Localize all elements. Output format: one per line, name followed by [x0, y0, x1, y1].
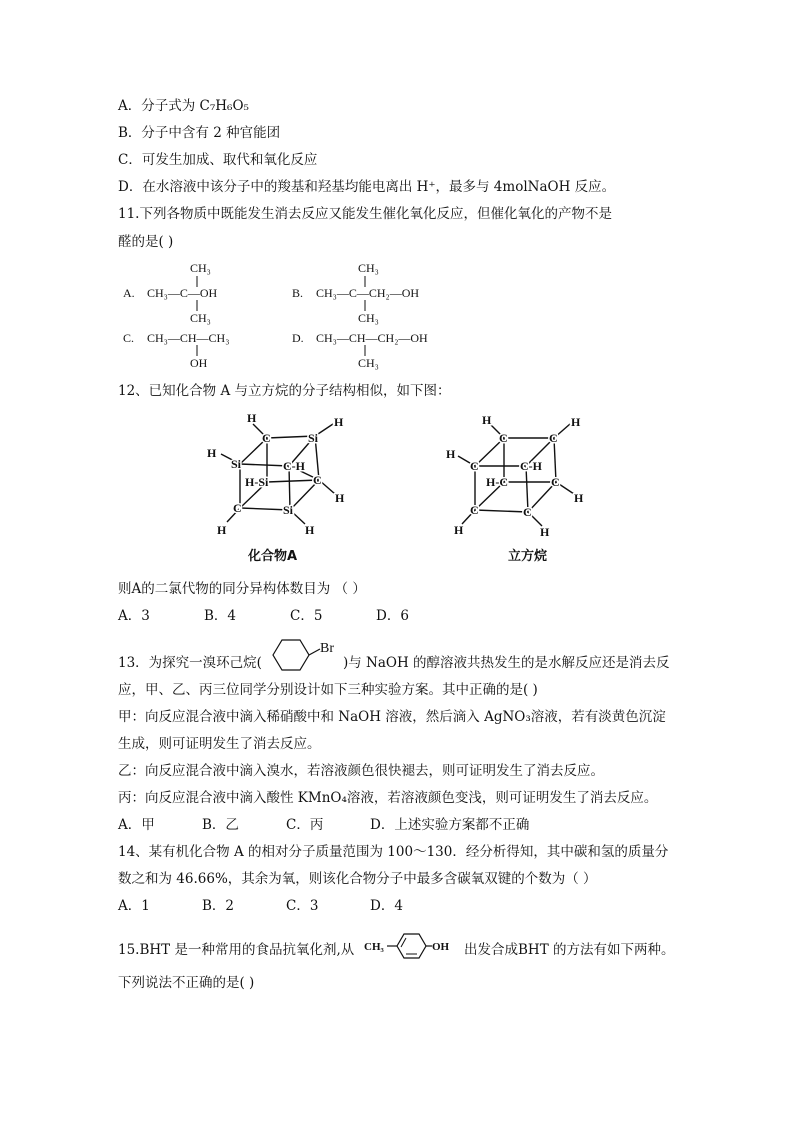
cubane-atom-c: C: [470, 503, 479, 517]
hydroxyl-label: OH: [432, 941, 450, 953]
compound-a-atom-h: H: [217, 523, 227, 537]
q11-a-label: A.: [123, 286, 135, 300]
q13-option-c: C．丙: [286, 817, 324, 833]
cubane-atom-h: H: [571, 415, 581, 429]
q14-option-b: B．2: [202, 898, 235, 914]
q13-option-b: B．乙: [202, 817, 239, 833]
q10-option-c: C．可发生加成、取代和氧化反应: [118, 152, 318, 168]
q12-option-d: D．6: [376, 608, 409, 624]
cubane-caption: 立方烷: [508, 549, 548, 564]
cubane-atom-h-c: H-C: [486, 475, 508, 489]
cubane-atom-c: C: [551, 475, 560, 489]
bromine-label: Br: [320, 641, 334, 656]
q15-stem-line1-part2: 出发合成BHT 的方法有如下两种。: [464, 942, 675, 958]
q11-c-bottom-group: OH: [190, 356, 208, 370]
q11-a-bottom-group: CH₃: [190, 311, 211, 325]
cubane-atom-h: H: [574, 491, 584, 505]
compound-a-atom-h-si: H-Si: [245, 475, 269, 489]
q12-options: [118, 607, 409, 625]
q13-plan-jia-line1: 甲：向反应混合液中滴入稀硝酸中和 NaOH 溶液，然后滴入 AgNO₃溶液，若有淡黄色沉淀: [118, 709, 666, 725]
q11-stem-line1: 11.下列各物质中既能发生消去反应又能发生催化氧化反应，但催化氧化的产物不是: [118, 206, 612, 222]
q13-option-d: D．上述实验方案都不正确: [370, 817, 530, 833]
q14-option-a: A．1: [118, 898, 150, 914]
q12-option-a: A．3: [118, 608, 150, 624]
q13-options: [118, 816, 529, 834]
cubane-atom-h: H: [482, 413, 492, 427]
q11-stem-line2: 醛的是( ): [118, 234, 174, 250]
q12-stem: 12、已知化合物 A 与立方烷的分子结构相似，如下图：: [118, 383, 451, 399]
q11-d-label: D.: [292, 331, 304, 345]
q14-stem-line2: 数之和为 46.66%，其余为氧，则该化合物分子中最多含碳氧双键的个数为（ ）: [118, 871, 597, 887]
compound-a-atom-si: Si: [283, 503, 294, 517]
q11-d-bottom-group: CH₃: [358, 356, 379, 370]
q11-d-main-chain: CH₃—CH—CH₂—OH: [316, 331, 428, 345]
cubane-atom-h: H: [454, 523, 464, 537]
q11-b-top-group: CH₃: [358, 261, 379, 275]
q14-option-d: D．4: [370, 898, 403, 914]
cubane-atom-c-h: C-H: [520, 459, 542, 473]
q12-option-c: C．5: [290, 608, 323, 624]
compound-a-atom-h: H: [335, 491, 345, 505]
q11-b-main-chain: CH₃—C—CH₂—OH: [316, 286, 420, 300]
q11-c-main-chain: CH₃—CH—CH₃: [147, 331, 230, 345]
cubane-atom-h: H: [540, 525, 550, 539]
q10-option-a: A．分子式为 C₇H₆O₅: [118, 98, 249, 114]
compound-a-atom-c: C: [262, 431, 271, 445]
q14-stem-line1: 14、某有机化合物 A 的相对分子质量范围为 100～130．经分析得知，其中碳和氢的质量分: [118, 844, 669, 860]
q15-stem-line1-part1: 15.BHT 是一种常用的食品抗氧化剂,从: [118, 942, 355, 958]
q10-option-d: D．在水溶液中该分子中的羧基和羟基均能电离出 H⁺，最多与 4molNaOH 反应。: [118, 179, 616, 195]
q14-options: [118, 897, 403, 915]
compound-a-atom-h: H: [247, 411, 257, 425]
cubane-atom-c: C: [523, 505, 532, 519]
q11-b-bottom-group: CH₃: [358, 311, 379, 325]
compound-a-atom-h: H: [207, 446, 217, 460]
compound-a-atom-c: C: [233, 501, 242, 515]
compound-a-diagram: [195, 410, 375, 545]
q13-plan-yi: 乙：向反应混合液中滴入溴水，若溶液颜色很快褪去，则可证明发生了消去反应。: [118, 763, 604, 779]
compound-a-atom-si: Si: [231, 457, 242, 471]
cubane-atom-c: C: [470, 459, 479, 473]
compound-a-atom-h: H: [305, 523, 315, 537]
q12-question: 则A的二氯代物的同分异构体数目为 （ ）: [118, 581, 366, 597]
q11-a-main-chain: CH₃—C—OH: [147, 286, 218, 300]
q13-stem-line2: 应，甲、乙、丙三位同学分别设计如下三种实验方案。其中正确的是( ): [118, 682, 538, 698]
q13-plan-bing: 丙：向反应混合液中滴入酸性 KMnO₄溶液，若溶液颜色变浅，则可证明发生了消去反应。: [118, 790, 658, 806]
q11-a-top-group: CH₃: [190, 261, 211, 275]
q12-option-b: B．4: [204, 608, 237, 624]
q11-c-label: C.: [123, 331, 135, 345]
q15-stem-line2: 下列说法不正确的是( ): [118, 975, 255, 991]
q13-plan-jia-line2: 生成，则可证明发生了消去反应。: [118, 736, 321, 752]
compound-a-atom-c: C: [313, 473, 322, 487]
q13-option-a: A．甲: [118, 817, 155, 833]
methyl-label: CH₃: [364, 941, 384, 953]
p-cresol-structure: [362, 928, 458, 962]
q11-b-label: B.: [292, 286, 304, 300]
compound-a-atom-h: H: [334, 415, 344, 429]
cubane-atom-c: C: [549, 431, 558, 445]
q13-stem-line1-part1: 13．为探究一溴环己烷(: [118, 655, 262, 671]
q13-stem-line1-part2: )与 NaOH 的醇溶液共热发生的是水解反应还是消去反: [343, 655, 670, 671]
cubane-atom-c: C: [499, 431, 508, 445]
q10-option-b: B．分子中含有 2 种官能团: [118, 125, 281, 141]
compound-a-atom-si: Si: [308, 431, 319, 445]
cubane-diagram: [440, 410, 600, 545]
cubane-atom-h: H: [446, 447, 456, 461]
q14-option-c: C．3: [286, 898, 319, 914]
bromocyclohexane-structure: [262, 632, 344, 678]
compound-a-atom-c-h: C-H: [283, 459, 305, 473]
compound-a-caption: 化合物A: [248, 549, 298, 564]
